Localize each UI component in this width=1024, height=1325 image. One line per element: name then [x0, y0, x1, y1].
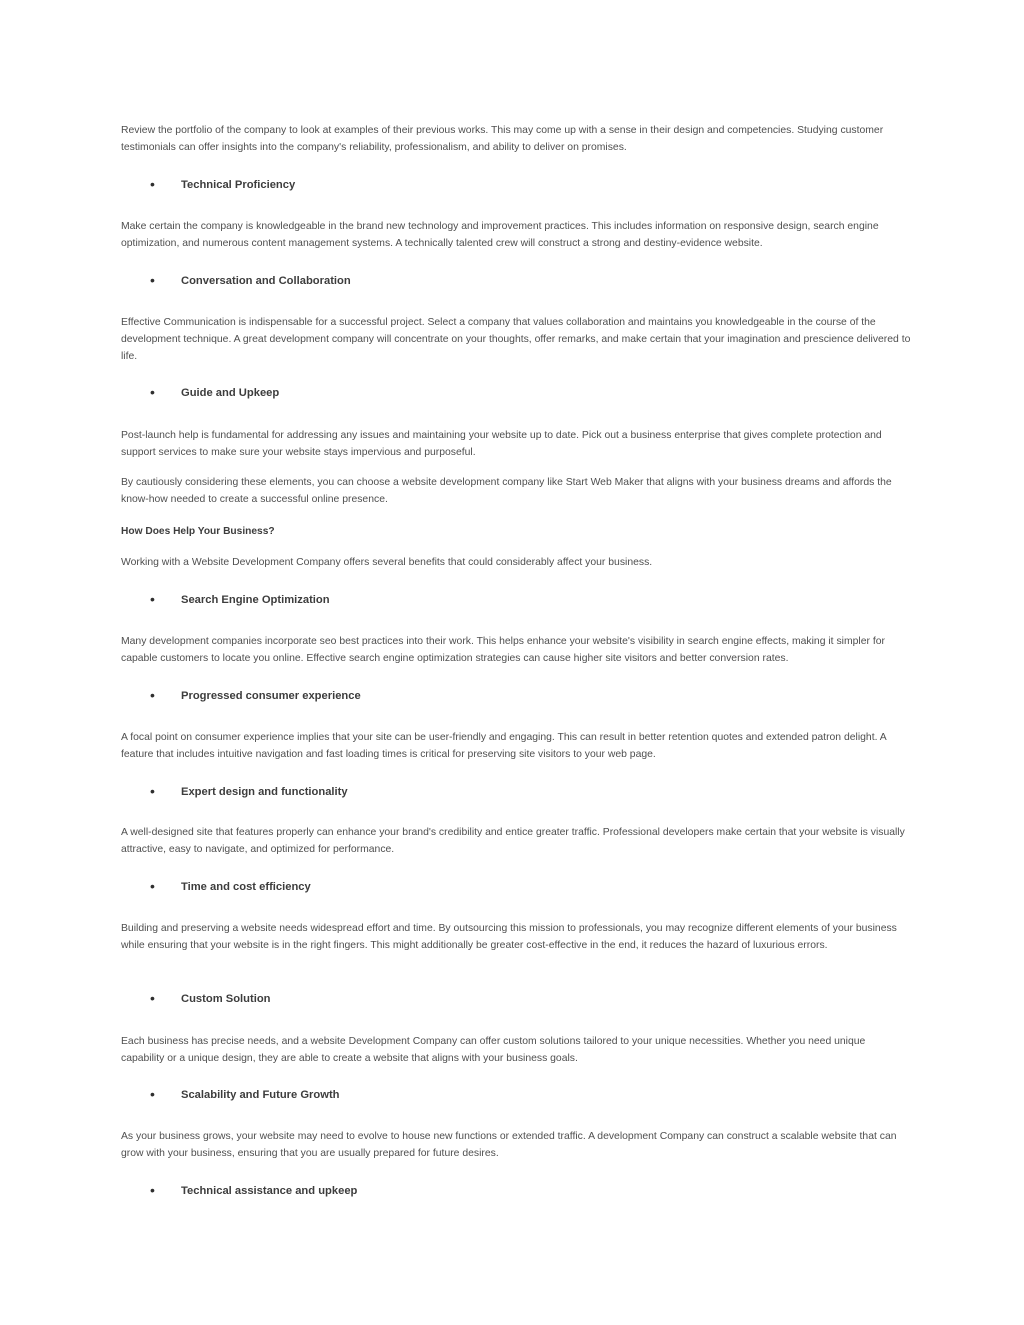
section-heading-custom-solution: Custom Solution [181, 993, 271, 1005]
section-body-conversation-collaboration: Effective Communication is indispensable for a successful project. Select a company that values collaboration and maintains you knowledgeable in the course of the development technique. A great development company will concentrate on your thoughts, offer remarks, and make certain that your imagination and prescience delivered to life. [121, 317, 911, 362]
bullet-icon: • [150, 272, 155, 288]
section-heading-technical-proficiency: Technical Proficiency [181, 179, 296, 191]
section-heading-time-cost: Time and cost efficiency [181, 881, 311, 893]
section-body-technical-proficiency: Make certain the company is knowledgeable in the brand new technology and improvement practices. This includes information on responsive design, search engine optimization, and numerous content management systems. A technically talented crew will construct a strong and destiny-evidence website. [121, 221, 879, 249]
bullet-icon: • [150, 1086, 155, 1102]
section-body-scalability: As your business grows, your website may need to evolve to house new functions or extended traffic. A development Company can construct a scalable website that can grow with your business, ensuring that you are usually prepared for future desires. [121, 1131, 897, 1159]
bullet-icon: • [150, 384, 155, 400]
section-heading-guide-upkeep: Guide and Upkeep [181, 387, 280, 399]
section-body-time-cost: Building and preserving a website needs widespread effort and time. By outsourcing this mission to professionals, you may recognize different elements of your business while ensuring that your website is in the right fingers. This might additionally be greater cost-effective in the end, it reduces the hazard of luxurious errors. [121, 923, 897, 951]
subheading: How Does Help Your Business? [121, 526, 275, 537]
benefits-intro-paragraph: Working with a Website Development Company offers several benefits that could considerably affect your business. [121, 557, 653, 568]
section-body-custom-solution: Each business has precise needs, and a website Development Company can offer custom solutions tailored to your unique necessities. Whether you need unique capability or a unique design, they are able to create a website that aligns with your business goals. [121, 1036, 866, 1064]
bullet-icon: • [150, 687, 155, 703]
bullet-icon: • [150, 591, 155, 607]
section-body-expert-design: A well-designed site that features properly can enhance your brand's credibility and entice greater traffic. Professional developers make certain that your website is visually attractive, easy to navigate, and optimized for performance. [121, 827, 905, 855]
section-heading-expert-design: Expert design and functionality [181, 786, 348, 798]
section-body-consumer-experience: A focal point on consumer experience implies that your site can be user-friendly and engaging. This can result in better retention quotes and extended patron delight. A feature that includes intuitive navigation and fast loading times is critical for preserving site visitors to your web page. [121, 732, 887, 760]
bullet-icon: • [150, 176, 155, 192]
bullet-icon: • [150, 990, 155, 1006]
conclusion-paragraph: By cautiously considering these elements, you can choose a website development company like Start Web Maker that aligns with your business dreams and affords the know-how needed to create a successful online presence. [121, 477, 892, 505]
intro-paragraph: Review the portfolio of the company to look at examples of their previous works. This may come up with a sense in their design and competencies. Studying customer testimonials can offer insights into the company's reliability, professionalism, and ability to deliver on promises. [121, 125, 884, 153]
section-heading-technical-assistance: Technical assistance and upkeep [181, 1185, 358, 1197]
section-heading-scalability: Scalability and Future Growth [181, 1089, 340, 1101]
section-body-seo: Many development companies incorporate seo best practices into their work. This helps enhance your website's visibility in search engine effects, making it simpler for capable customers to locate you online. Effective search engine optimization strategies can cause higher site visitors and better conversion rates. [121, 636, 885, 664]
bullet-icon: • [150, 783, 155, 799]
bullet-icon: • [150, 1182, 155, 1198]
section-heading-seo: Search Engine Optimization [181, 594, 330, 606]
section-body-guide-upkeep: Post-launch help is fundamental for addressing any issues and maintaining your website up to date. Pick out a business enterprise that gives complete protection and support services to make sure your website stays impervious and purposeful. [121, 430, 882, 458]
section-heading-consumer-experience: Progressed consumer experience [181, 690, 361, 702]
bullet-icon: • [150, 878, 155, 894]
section-heading-conversation-collaboration: Conversation and Collaboration [181, 275, 351, 287]
